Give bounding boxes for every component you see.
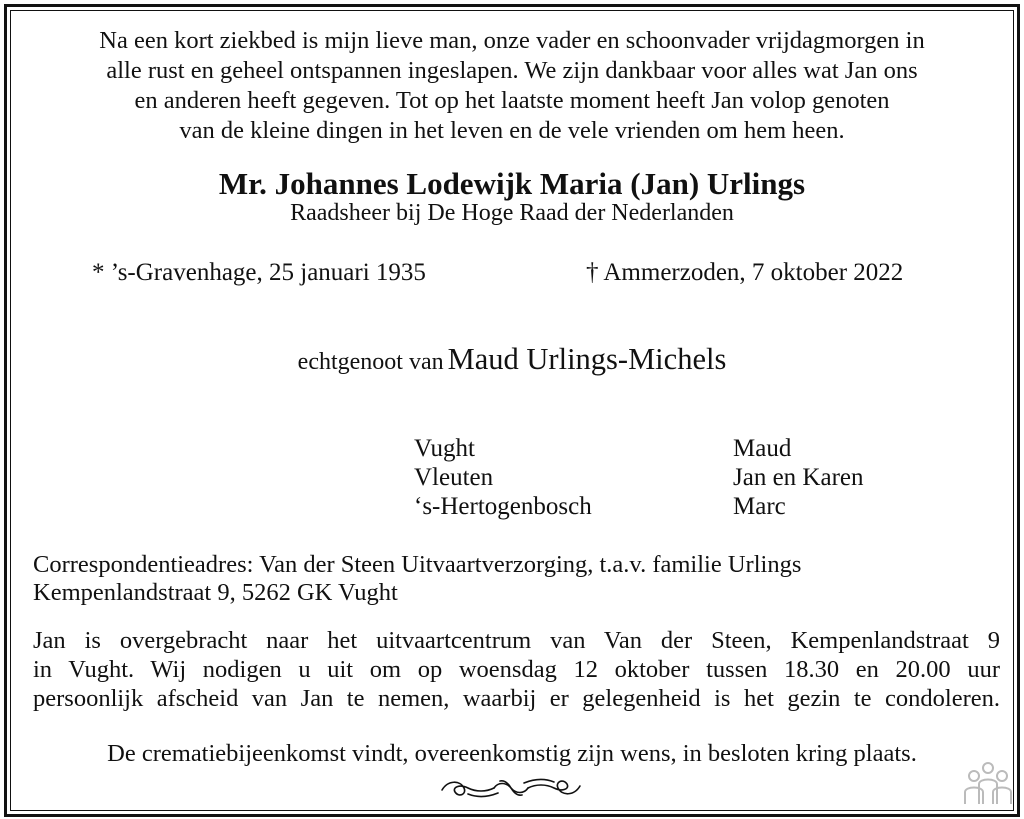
intro-line: Na een kort ziekbed is mijn lieve man, onze vader en schoonvader vrijdagmorgen in bbox=[99, 27, 925, 54]
deceased-title: Raadsheer bij De Hoge Raad der Nederlanden bbox=[290, 200, 734, 226]
intro-line: van de kleine dingen in het leven en de vele vrienden om hem heen. bbox=[179, 117, 845, 144]
family-person: Jan en Karen bbox=[733, 464, 864, 491]
family-person: Maud bbox=[733, 435, 792, 462]
family-place: ‘s-Hertogenbosch bbox=[414, 493, 592, 520]
farewell-line: persoonlijk afscheid van Jan te nemen, waarbij er gelegenheid is het gezin te condoleren. bbox=[33, 685, 1000, 712]
family-persons bbox=[733, 434, 864, 521]
intro-line: en anderen heeft gegeven. Tot op het laatste moment heeft Jan volop genoten bbox=[134, 87, 890, 114]
correspondence-address bbox=[33, 551, 801, 607]
farewell-paragraph bbox=[33, 626, 1000, 713]
closing-line: De crematiebijeenkomst vindt, overeenkomstig zijn wens, in besloten kring plaats. bbox=[107, 740, 917, 767]
deceased-name: Mr. Johannes Lodewijk Maria (Jan) Urlings bbox=[218, 166, 806, 201]
spouse-name: Maud Urlings-Michels bbox=[447, 342, 727, 376]
farewell-line: in Vught. Wij nodigen u uit om op woensdag 12 oktober tussen 18.30 en 20.00 uur bbox=[33, 656, 1000, 683]
spouse-line bbox=[0, 342, 1024, 377]
spouse-label: echtgenoot van bbox=[297, 349, 444, 375]
family-person: Marc bbox=[733, 493, 786, 520]
family-place: Vught bbox=[414, 435, 475, 462]
flourish-ornament-icon bbox=[438, 774, 584, 802]
intro-text bbox=[0, 26, 1024, 146]
intro-line: alle rust en geheel ontspannen ingeslapen. We zijn dankbaar voor alles wat Jan ons bbox=[106, 57, 918, 84]
correspondence-line: Kempenlandstraat 9, 5262 GK Vught bbox=[33, 579, 398, 606]
farewell-line: Jan is overgebracht naar het uitvaartcentrum van Van der Steen, Kempenlandstraat 9 bbox=[33, 627, 1000, 654]
correspondence-line: Correspondentieadres: Van der Steen Uitvaartverzorging, t.a.v. familie Urlings bbox=[33, 551, 802, 578]
family-group-icon bbox=[962, 760, 1014, 806]
death-info: † Ammerzoden, 7 oktober 2022 bbox=[586, 259, 904, 286]
family-place: Vleuten bbox=[414, 464, 494, 491]
birth-info: * ’s-Gravenhage, 25 januari 1935 bbox=[92, 259, 426, 286]
family-places bbox=[414, 434, 592, 521]
